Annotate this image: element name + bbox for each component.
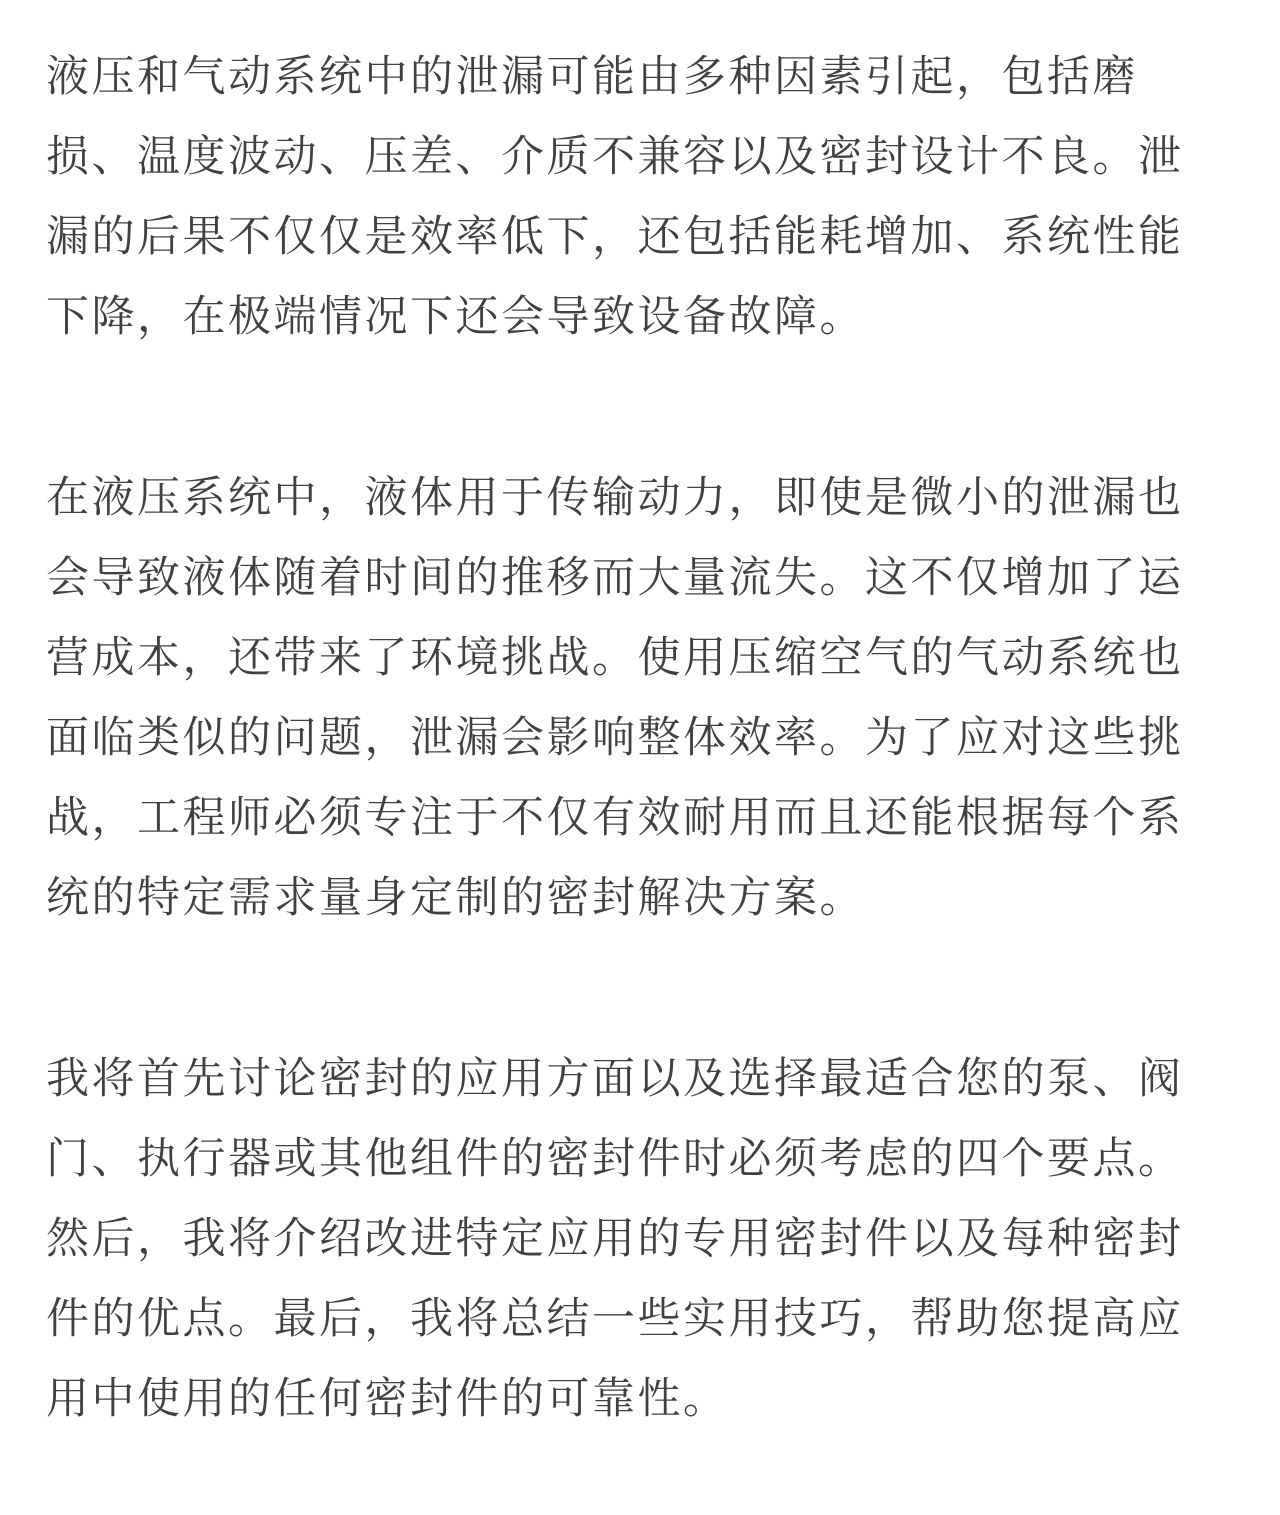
text-line: 然后，我将介绍改进特定应用的专用密封件以及每种密封 (46, 1215, 1184, 1263)
text-line: 会导致液体随着时间的推移而大量流失。这不仅增加了运 (46, 554, 1184, 602)
text-line: 件的优点。最后，我将总结一些实用技巧，帮助您提高应 (46, 1295, 1184, 1343)
text-line: 漏的后果不仅仅是效率低下，还包括能耗增加、系统性能 (46, 213, 1184, 261)
paragraph-leak-causes (46, 37, 1238, 357)
paragraph-hydraulic-systems (46, 458, 1238, 938)
text-line: 统的特定需求量身定制的密封解决方案。 (46, 874, 865, 922)
text-line: 在液压系统中，液体用于传输动力，即使是微小的泄漏也 (46, 474, 1184, 522)
paragraph-overview-outline (46, 1039, 1238, 1439)
text-line: 我将首先讨论密封的应用方面以及选择最适合您的泵、阀 (46, 1055, 1184, 1103)
text-line: 战，工程师必须专注于不仅有效耐用而且还能根据每个系 (46, 794, 1184, 842)
text-line: 营成本，还带来了环境挑战。使用压缩空气的气动系统也 (46, 634, 1184, 682)
text-line: 损、温度波动、压差、介质不兼容以及密封设计不良。泄 (46, 133, 1184, 181)
text-line: 面临类似的问题，泄漏会影响整体效率。为了应对这些挑 (46, 714, 1184, 762)
text-line: 用中使用的任何密封件的可靠性。 (46, 1375, 729, 1423)
text-line: 液压和气动系统中的泄漏可能由多种因素引起，包括磨 (46, 53, 1138, 101)
text-line: 门、执行器或其他组件的密封件时必须考虑的四个要点。 (46, 1135, 1184, 1183)
text-line: 下降，在极端情况下还会导致设备故障。 (46, 293, 865, 341)
